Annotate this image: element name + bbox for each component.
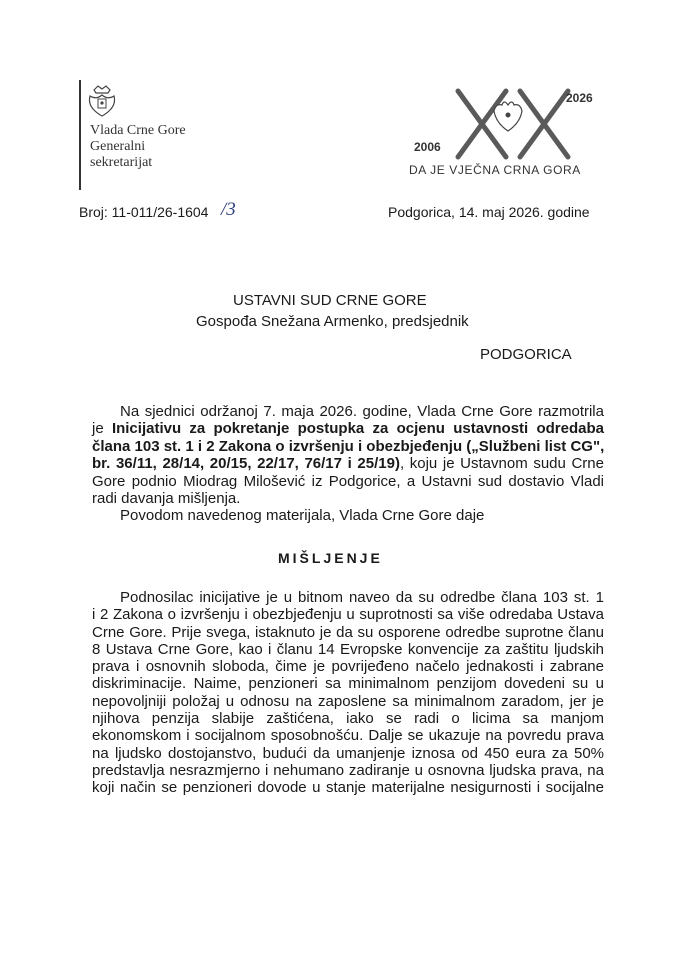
intro-line: [92, 507, 604, 524]
government-name: [90, 123, 186, 171]
year-start: 2006: [414, 140, 441, 154]
body-line: na ljudsko dostojanstvo, budući da umanjenje iznosa od 450 eura za 50%: [92, 744, 604, 762]
gov-line: Vlada Crne Gore: [90, 123, 186, 138]
text: radi davanja mišljenja.: [92, 490, 241, 508]
bold-text: br. 36/11, 28/14, 20/15, 22/17, 76/17 i 25/19): [92, 455, 400, 473]
text: je: [92, 420, 112, 438]
text: Gore podnio Miodrag Milošević iz Podgorice, a Ustavni sud dostavio Vladi: [92, 472, 604, 490]
body-line: ekonomskom i socijalnom sposobnošću. Dalje se ukazuje na povredu prava: [92, 727, 604, 745]
place-and-date: Podgorica, 14. maj 2026. godine: [388, 204, 590, 220]
anniversary-emblem-icon: [448, 85, 578, 165]
coat-of-arms-icon: [86, 84, 118, 118]
bold-text: člana 103 st. 1 i 2 Zakona o izvršenju i obezbjeđenju („Službeni list CG",: [92, 437, 605, 455]
body-line: Crne Gore. Prije svega, istaknuto je da su osporene odredbe suprotne članu: [92, 623, 604, 641]
gov-line: Generalni: [90, 139, 146, 154]
opinion-heading: MIŠLJENJE: [278, 550, 383, 566]
intro-paragraph: [92, 403, 604, 525]
opinion-body: [92, 589, 604, 797]
body-line: diskriminacije. Naime, penzioneri sa minimalnom penzijom dovedeni su u: [92, 675, 604, 693]
gov-line: sekretarijat: [90, 155, 153, 170]
intro-line: [92, 438, 604, 455]
intro-line: [92, 473, 604, 490]
addressee-city: PODGORICA: [480, 346, 572, 363]
body-line: predstavlja nesrazmjerno i nehumano zadiranje u osnovna ljudska prava, na: [92, 761, 604, 779]
document-number: Broj: 11-011/26-1604: [79, 204, 209, 220]
body-line: nepovoljniji položaj u odnosu na zaposlene sa minimalnom zaradom, jer je: [92, 692, 604, 710]
addressee-court: USTAVNI SUD CRNE GORE: [233, 292, 427, 309]
body-line: koji način se penzioneri dovode u stanje materijalne nesigurnosti i socijalne: [92, 779, 604, 797]
body-line: prava i osnovnih sloboda, čime je povrijeđeno načelo jednakosti i zabrane: [92, 658, 604, 676]
text: Na sjednici održanoj 7. maja 2026. godine, Vlada Crne Gore razmotrila: [120, 403, 604, 420]
year-end: 2026: [566, 91, 593, 105]
intro-line: [92, 455, 604, 472]
body-line: Podnosilac inicijative je u bitnom naveo da su odredbe člana 103 st. 1: [120, 589, 604, 606]
text: , koju je Ustavnom sudu Crne: [399, 455, 604, 473]
body-line: njihova penzija slabije zaštićena, iako se radi o licima sa manjom: [92, 710, 604, 728]
body-line: 8 Ustava Crne Gore, kao i članu 14 Evropske konvencije za zaštitu ljudskih: [92, 640, 604, 658]
bold-text: Inicijativu za pokretanje postupka za ocjenu ustavnosti odredaba: [111, 420, 604, 438]
intro-line: [92, 420, 604, 437]
intro-line: [92, 403, 604, 420]
body-line: i 2 Zakona o izvršenju i obezbjeđenju u suprotnosti sa više odredaba Ustava: [92, 606, 604, 624]
handwritten-mark: /3: [221, 199, 236, 220]
text: Povodom navedenog materijala, Vlada Crne Gore daje: [120, 507, 485, 525]
tagline: DA JE VJEČNA CRNA GORA: [409, 163, 581, 177]
addressee-person: Gospođa Snežana Armenko, predsjednik: [196, 313, 469, 330]
intro-line: [92, 490, 604, 507]
header-divider: [79, 80, 81, 190]
